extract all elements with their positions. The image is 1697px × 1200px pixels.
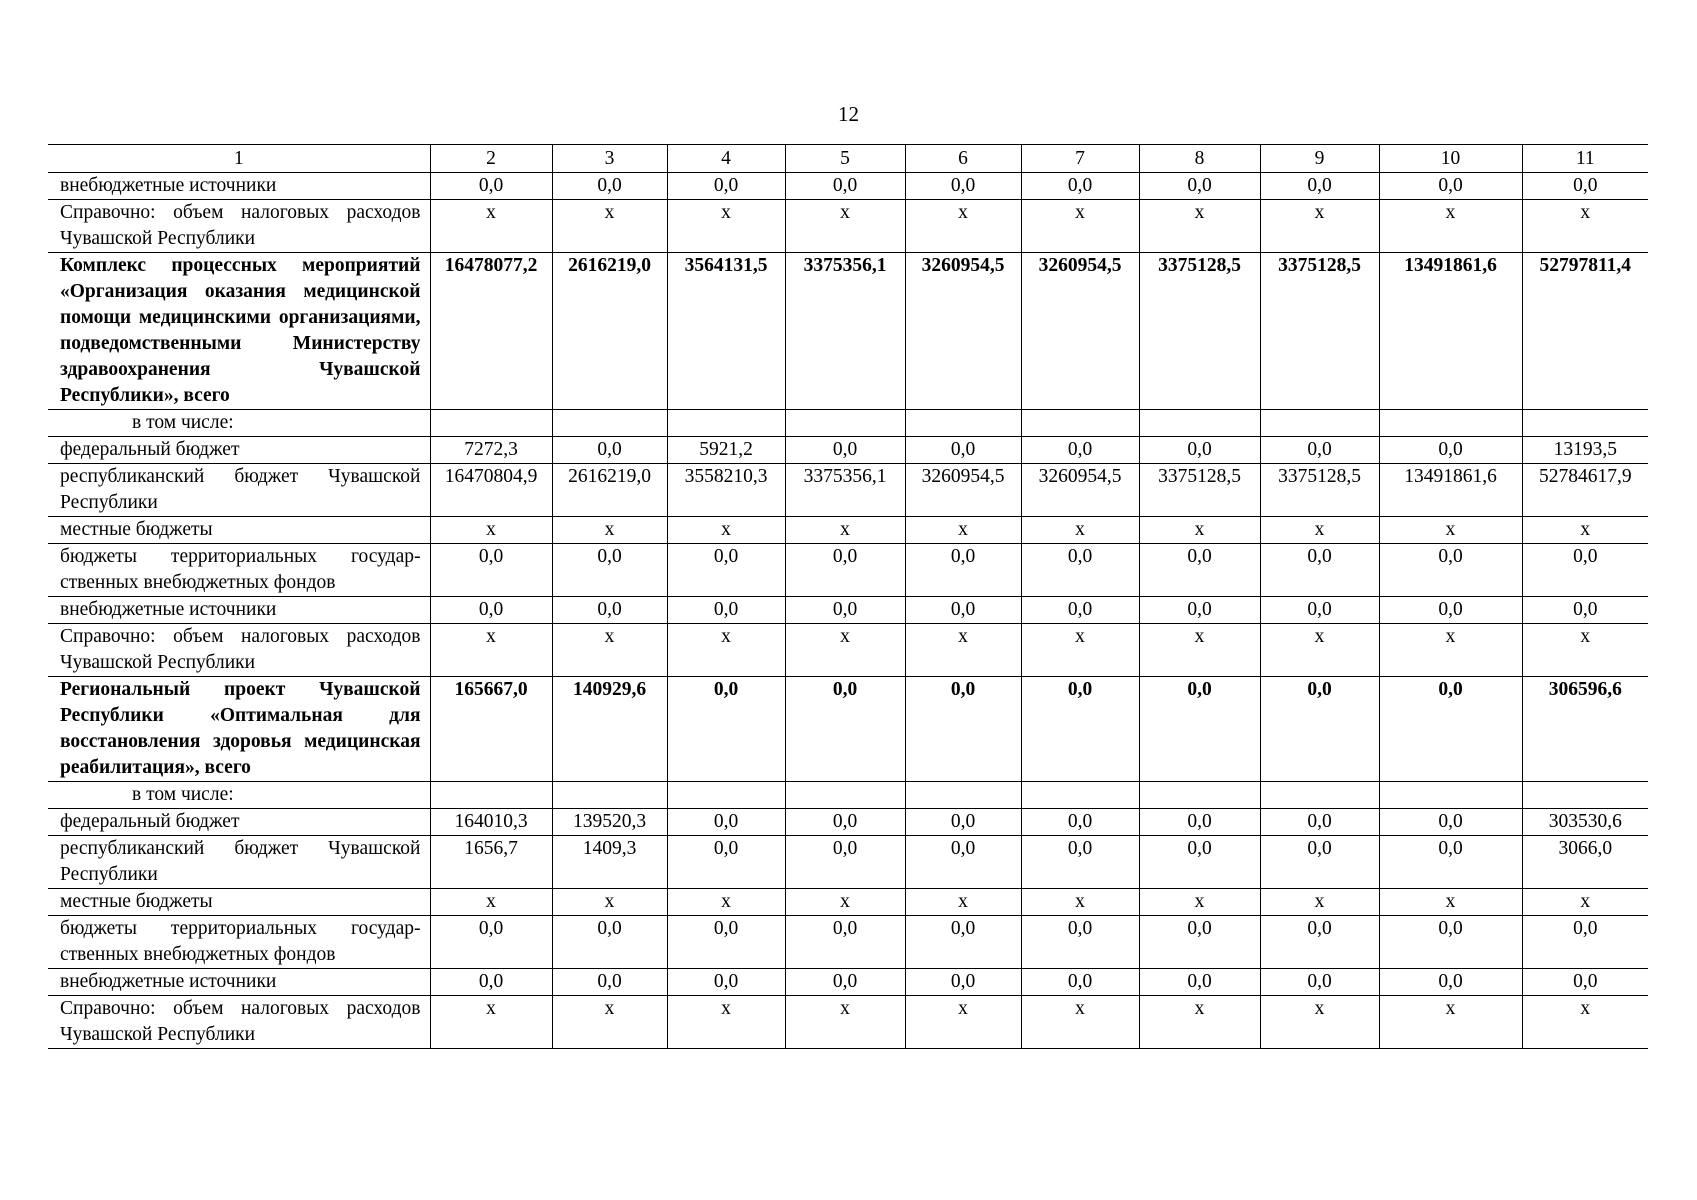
cell-value: 0,0 (552, 597, 667, 624)
row-label: федеральный бюджет (48, 437, 430, 464)
cell-value: 0,0 (1139, 809, 1260, 836)
cell-value: 3375356,1 (785, 253, 905, 410)
cell-value: x (1021, 889, 1139, 916)
cell-value (667, 782, 785, 809)
cell-value: 140929,6 (552, 677, 667, 782)
cell-value: x (667, 996, 785, 1049)
cell-value: 0,0 (785, 173, 905, 200)
cell-value: x (785, 517, 905, 544)
table-row (48, 253, 1648, 410)
column-number-6: 6 (905, 145, 1021, 173)
cell-value (430, 782, 552, 809)
table-row (48, 544, 1648, 597)
cell-value: 0,0 (667, 173, 785, 200)
cell-value: 0,0 (1379, 173, 1522, 200)
cell-value: 0,0 (667, 597, 785, 624)
cell-value (905, 410, 1021, 437)
cell-value: 0,0 (1139, 544, 1260, 597)
cell-value: 139520,3 (552, 809, 667, 836)
cell-value: 3558210,3 (667, 464, 785, 517)
cell-value: 13193,5 (1522, 437, 1648, 464)
cell-value (785, 782, 905, 809)
row-label: республиканский бюджет Чувашской Республики (48, 464, 430, 517)
table-row (48, 464, 1648, 517)
row-label: Справочно: объем налоговых расходов Чувашской Республики (48, 996, 430, 1049)
cell-value: x (1139, 200, 1260, 253)
cell-value: x (1260, 889, 1379, 916)
cell-value: 0,0 (1021, 597, 1139, 624)
table-row (48, 782, 1648, 809)
cell-value: 0,0 (552, 437, 667, 464)
cell-value: 0,0 (667, 916, 785, 969)
cell-value: 1409,3 (552, 836, 667, 889)
cell-value (552, 782, 667, 809)
cell-value: x (667, 517, 785, 544)
table-row (48, 597, 1648, 624)
row-label: федеральный бюджет (48, 809, 430, 836)
cell-value: 0,0 (1260, 597, 1379, 624)
cell-value: 52784617,9 (1522, 464, 1648, 517)
column-number-11: 11 (1522, 145, 1648, 173)
cell-value (430, 410, 552, 437)
cell-value: x (667, 624, 785, 677)
row-label: Справочно: объем налоговых расходов Чувашской Республики (48, 624, 430, 677)
cell-value: 306596,6 (1522, 677, 1648, 782)
cell-value: x (1139, 624, 1260, 677)
cell-value: 0,0 (785, 597, 905, 624)
cell-value: x (785, 624, 905, 677)
header-row (48, 145, 1648, 173)
row-label: в том числе: (48, 410, 430, 437)
cell-value: 13491861,6 (1379, 464, 1522, 517)
cell-value: 0,0 (667, 544, 785, 597)
cell-value: 0,0 (1139, 836, 1260, 889)
cell-value: x (1522, 624, 1648, 677)
row-label: внебюджетные источники (48, 969, 430, 996)
cell-value: 0,0 (1139, 969, 1260, 996)
cell-value: x (1260, 624, 1379, 677)
cell-value: 0,0 (667, 836, 785, 889)
cell-value: 0,0 (1379, 544, 1522, 597)
cell-value: x (1021, 996, 1139, 1049)
cell-value: 0,0 (1379, 597, 1522, 624)
cell-value: 0,0 (1522, 916, 1648, 969)
table-row (48, 916, 1648, 969)
column-number-8: 8 (1139, 145, 1260, 173)
cell-value: 0,0 (1379, 969, 1522, 996)
cell-value: 0,0 (1260, 916, 1379, 969)
cell-value: x (1021, 517, 1139, 544)
cell-value: 165667,0 (430, 677, 552, 782)
cell-value (1260, 410, 1379, 437)
cell-value: 0,0 (905, 677, 1021, 782)
cell-value: x (552, 200, 667, 253)
table-row (48, 836, 1648, 889)
cell-value: x (905, 996, 1021, 1049)
cell-value: x (1139, 996, 1260, 1049)
row-label: Региональный проект Чувашской Республики «Оптимальная для восстановления здоровья медицинская реабилитация», всего (48, 677, 430, 782)
row-label: местные бюджеты (48, 889, 430, 916)
row-label: бюджеты территориальных государственных внебюджетных фондов (48, 544, 430, 597)
column-number-9: 9 (1260, 145, 1379, 173)
cell-value: 0,0 (1260, 544, 1379, 597)
cell-value: 3260954,5 (905, 253, 1021, 410)
row-label: в том числе: (48, 782, 430, 809)
cell-value (1260, 782, 1379, 809)
cell-value: x (430, 996, 552, 1049)
cell-value: 0,0 (785, 916, 905, 969)
cell-value: 0,0 (430, 173, 552, 200)
cell-value: x (1522, 200, 1648, 253)
cell-value: 0,0 (1021, 173, 1139, 200)
cell-value (1139, 410, 1260, 437)
cell-value: 0,0 (1260, 677, 1379, 782)
cell-value: 3375356,1 (785, 464, 905, 517)
cell-value: 0,0 (1021, 677, 1139, 782)
cell-value (1379, 410, 1522, 437)
cell-value: 0,0 (1522, 597, 1648, 624)
cell-value: 0,0 (1139, 173, 1260, 200)
table-row (48, 809, 1648, 836)
cell-value: 3260954,5 (1021, 464, 1139, 517)
cell-value: x (1522, 517, 1648, 544)
column-number-1: 1 (48, 145, 430, 173)
cell-value: x (1379, 200, 1522, 253)
table-row (48, 624, 1648, 677)
cell-value: 16470804,9 (430, 464, 552, 517)
cell-value: x (1522, 889, 1648, 916)
cell-value: 0,0 (785, 836, 905, 889)
cell-value: 0,0 (430, 969, 552, 996)
cell-value: 3375128,5 (1260, 464, 1379, 517)
cell-value: x (1260, 996, 1379, 1049)
column-number-4: 4 (667, 145, 785, 173)
cell-value: 0,0 (1379, 437, 1522, 464)
cell-value: 0,0 (1139, 916, 1260, 969)
table-row (48, 173, 1648, 200)
cell-value: x (785, 200, 905, 253)
row-label: внебюджетные источники (48, 597, 430, 624)
cell-value: 0,0 (1260, 173, 1379, 200)
cell-value: 0,0 (667, 969, 785, 996)
row-label: республиканский бюджет Чувашской Республики (48, 836, 430, 889)
cell-value: 0,0 (1260, 969, 1379, 996)
cell-value (1021, 782, 1139, 809)
cell-value: 16478077,2 (430, 253, 552, 410)
row-label: Комплекс процессных мероприятий «Организация оказания медицинской помощи медицинскими организациями, подведомственными Министерству здравоохранения Чувашской Республики», всего (48, 253, 430, 410)
cell-value: 0,0 (552, 969, 667, 996)
cell-value: 3375128,5 (1139, 253, 1260, 410)
column-number-10: 10 (1379, 145, 1522, 173)
cell-value: 0,0 (1021, 809, 1139, 836)
cell-value: x (1139, 517, 1260, 544)
cell-value: x (552, 996, 667, 1049)
cell-value: 3375128,5 (1260, 253, 1379, 410)
cell-value: x (905, 624, 1021, 677)
row-label: внебюджетные источники (48, 173, 430, 200)
cell-value: 303530,6 (1522, 809, 1648, 836)
cell-value: x (1522, 996, 1648, 1049)
cell-value: x (1021, 200, 1139, 253)
cell-value: x (430, 624, 552, 677)
cell-value (1379, 782, 1522, 809)
cell-value: 0,0 (1021, 969, 1139, 996)
cell-value: x (905, 200, 1021, 253)
cell-value: 13491861,6 (1379, 253, 1522, 410)
cell-value: 2616219,0 (552, 253, 667, 410)
cell-value: x (785, 889, 905, 916)
cell-value: 0,0 (1379, 677, 1522, 782)
row-label: Справочно: объем налоговых расходов Чувашской Республики (48, 200, 430, 253)
cell-value: 0,0 (1260, 809, 1379, 836)
cell-value: 3260954,5 (1021, 253, 1139, 410)
cell-value: x (552, 517, 667, 544)
cell-value: 0,0 (667, 677, 785, 782)
table-body (48, 145, 1648, 1049)
cell-value: 0,0 (1260, 836, 1379, 889)
cell-value: 0,0 (552, 544, 667, 597)
cell-value: x (1260, 200, 1379, 253)
cell-value: 0,0 (905, 916, 1021, 969)
table-row (48, 410, 1648, 437)
column-number-2: 2 (430, 145, 552, 173)
cell-value: x (667, 200, 785, 253)
table-row (48, 969, 1648, 996)
cell-value: 0,0 (785, 544, 905, 597)
column-number-3: 3 (552, 145, 667, 173)
cell-value: 0,0 (1522, 173, 1648, 200)
cell-value: 0,0 (1021, 916, 1139, 969)
cell-value: 0,0 (905, 173, 1021, 200)
table-row (48, 437, 1648, 464)
cell-value: 0,0 (552, 173, 667, 200)
cell-value: 0,0 (667, 809, 785, 836)
cell-value: x (785, 996, 905, 1049)
table-row (48, 889, 1648, 916)
cell-value: 0,0 (905, 544, 1021, 597)
page-number: 12 (838, 102, 859, 126)
cell-value: 0,0 (1021, 544, 1139, 597)
cell-value: 5921,2 (667, 437, 785, 464)
row-label: бюджеты территориальных государственных внебюджетных фондов (48, 916, 430, 969)
cell-value: 0,0 (1139, 597, 1260, 624)
cell-value: 0,0 (785, 437, 905, 464)
table-row (48, 517, 1648, 544)
cell-value: 52797811,4 (1522, 253, 1648, 410)
cell-value: 164010,3 (430, 809, 552, 836)
cell-value: 0,0 (1139, 437, 1260, 464)
cell-value: 0,0 (785, 969, 905, 996)
cell-value: x (430, 200, 552, 253)
cell-value: x (1139, 889, 1260, 916)
cell-value: x (905, 517, 1021, 544)
cell-value (1522, 410, 1648, 437)
cell-value: 0,0 (1139, 677, 1260, 782)
column-number-5: 5 (785, 145, 905, 173)
cell-value: 0,0 (1522, 544, 1648, 597)
cell-value: 0,0 (1260, 437, 1379, 464)
cell-value: 0,0 (905, 969, 1021, 996)
cell-value: 0,0 (905, 597, 1021, 624)
cell-value: 7272,3 (430, 437, 552, 464)
cell-value (1021, 410, 1139, 437)
cell-value: x (1379, 517, 1522, 544)
cell-value (905, 782, 1021, 809)
cell-value: 0,0 (905, 437, 1021, 464)
cell-value: 0,0 (1379, 916, 1522, 969)
cell-value: 2616219,0 (552, 464, 667, 517)
cell-value: x (552, 889, 667, 916)
cell-value: 0,0 (1379, 809, 1522, 836)
cell-value (785, 410, 905, 437)
cell-value: 1656,7 (430, 836, 552, 889)
cell-value: x (1379, 624, 1522, 677)
cell-value: 0,0 (1021, 437, 1139, 464)
table-row (48, 200, 1648, 253)
budget-table (48, 144, 1648, 1049)
column-number-7: 7 (1021, 145, 1139, 173)
cell-value: 0,0 (905, 809, 1021, 836)
cell-value: x (430, 889, 552, 916)
cell-value: 0,0 (430, 916, 552, 969)
cell-value: 0,0 (785, 677, 905, 782)
cell-value (1139, 782, 1260, 809)
cell-value: x (1379, 889, 1522, 916)
table-row (48, 677, 1648, 782)
cell-value: 0,0 (785, 809, 905, 836)
row-label: местные бюджеты (48, 517, 430, 544)
cell-value: 3066,0 (1522, 836, 1648, 889)
cell-value: 0,0 (1522, 969, 1648, 996)
cell-value: 3260954,5 (905, 464, 1021, 517)
cell-value: 0,0 (905, 836, 1021, 889)
cell-value (1522, 782, 1648, 809)
cell-value: x (552, 624, 667, 677)
cell-value: x (1379, 996, 1522, 1049)
cell-value (667, 410, 785, 437)
table-row (48, 996, 1648, 1049)
cell-value: 0,0 (430, 544, 552, 597)
cell-value (552, 410, 667, 437)
cell-value: x (430, 517, 552, 544)
cell-value: 0,0 (1021, 836, 1139, 889)
cell-value: 3375128,5 (1139, 464, 1260, 517)
cell-value: x (905, 889, 1021, 916)
cell-value: 0,0 (430, 597, 552, 624)
cell-value: 3564131,5 (667, 253, 785, 410)
cell-value: x (1260, 517, 1379, 544)
cell-value: x (1021, 624, 1139, 677)
cell-value: x (667, 889, 785, 916)
cell-value: 0,0 (1379, 836, 1522, 889)
cell-value: 0,0 (552, 916, 667, 969)
